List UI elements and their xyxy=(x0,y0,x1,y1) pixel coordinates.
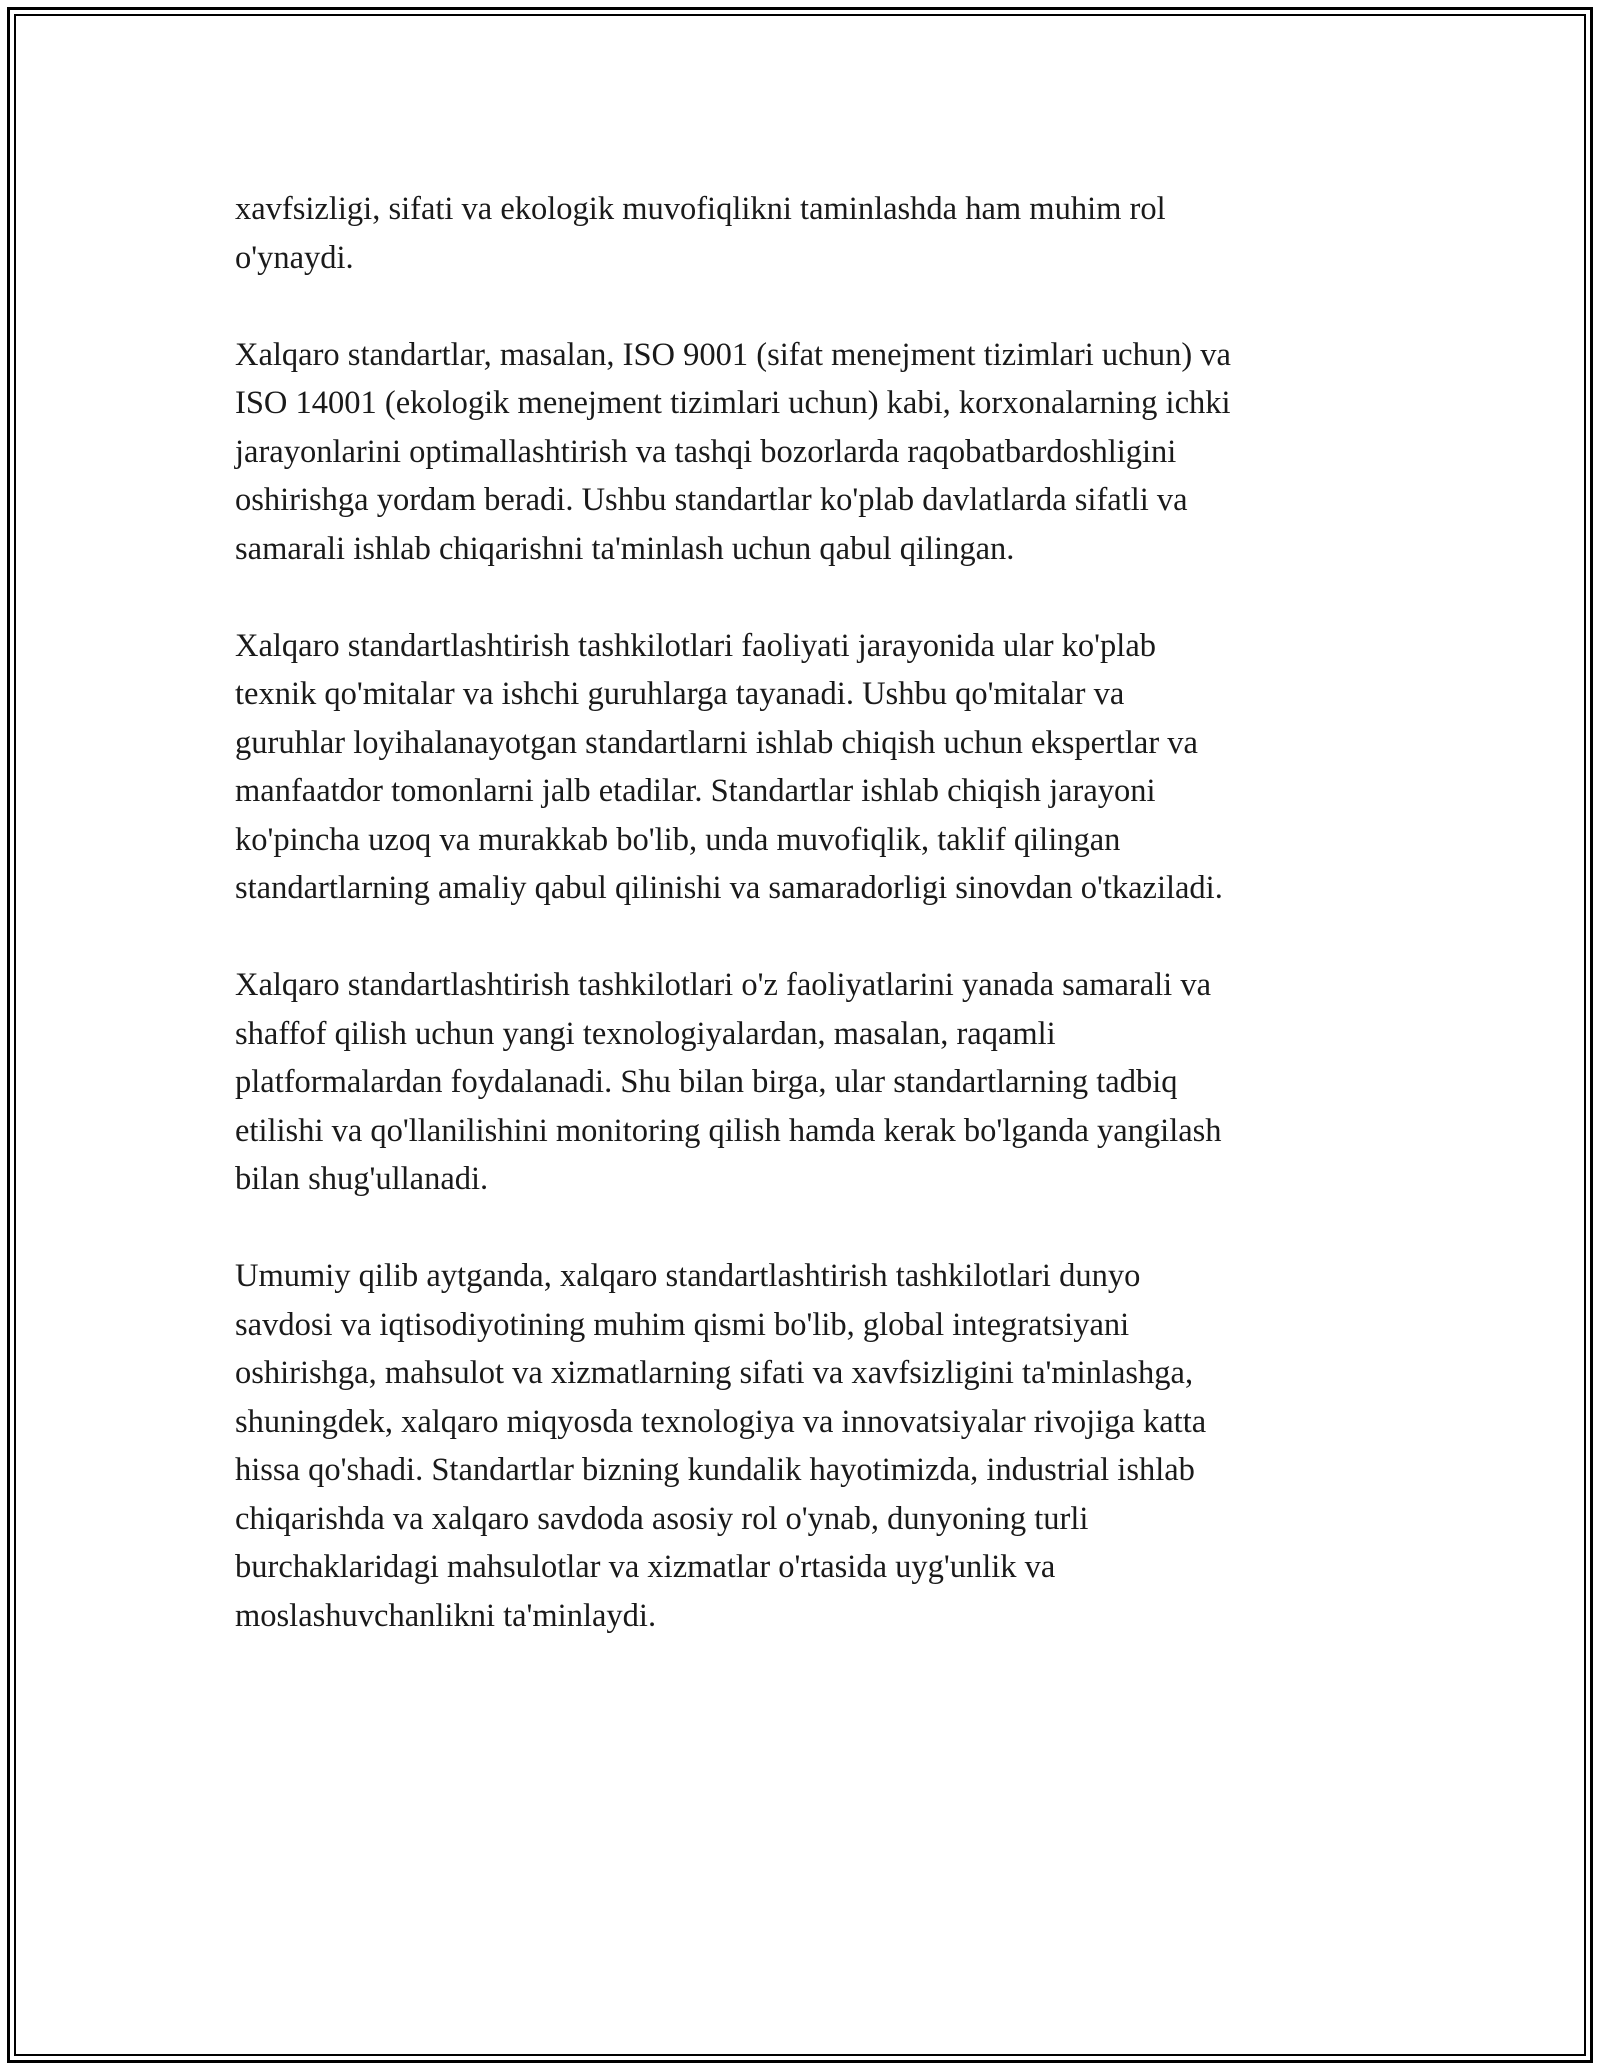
paragraph-4: Xalqaro standartlashtirish tashkilotlari o'z faoliyatlarini yanada samarali va shaffof qilish uchun yangi texnologiyalardan, masalan, raqamli platformalardan foydalanadi. Shu bilan birga, ular standartlarning tadbiq etilishi va qo'llanilishini monitoring qilish hamda kerak bo'lganda yangilash bilan shug'ullanadi. xyxy=(235,967,1222,1197)
document-body xyxy=(235,185,1375,1689)
paragraph-1: xavfsizligi, sifati va ekologik muvofiqlikni taminlashda ham muhim rol o'ynaydi. xyxy=(235,191,1166,276)
paragraph-5: Umumiy qilib aytganda, xalqaro standartlashtirish tashkilotlari dunyo savdosi va iqtisodiyotining muhim qismi bo'lib, global integratsiyani oshirishga, mahsulot va xizmatlarning sifati va xavfsizligini ta'minlashga, shuningdek, xalqaro miqyosda texnologiya va innovatsiyalar rivojiga katta hissa qo'shadi. Standartlar bizning kundalik hayotimizda, industrial ishlab chiqarishda va xalqaro savdoda asosiy rol o'ynab, dunyoning turli burchaklaridagi mahsulotlar va xizmatlar o'rtasida uyg'unlik va moslashuvchanlikni ta'minlaydi. xyxy=(235,1258,1207,1634)
paragraph-2: Xalqaro standartlar, masalan, ISO 9001 (sifat menejment tizimlari uchun) va ISO 14001 (ekologik menejment tizimlari uchun) kabi, korxonalarning ichki jarayonlarini optimallashtirish va tashqi bozorlarda raqobatbardoshligini oshirishga yordam beradi. Ushbu standartlar ko'plab davlatlarda sifatli va samarali ishlab chiqarishni ta'minlash uchun qabul qilingan. xyxy=(235,336,1231,567)
paragraph-3: Xalqaro standartlashtirish tashkilotlari faoliyati jarayonida ular ko'plab texnik qo'mitalar va ishchi guruhlarga tayanadi. Ushbu qo'mitalar va guruhlar loyihalanayotgan standartlarni ishlab chiqish uchun ekspertlar va manfaatdor tomonlarni jalb etadilar. Standartlar ishlab chiqish jarayoni ko'pincha uzoq va murakkab bo'lib, unda muvofiqlik, taklif qilingan standartlarning amaliy qabul qilinishi va samaradorligi sinovdan o'tkaziladi. xyxy=(235,627,1223,906)
